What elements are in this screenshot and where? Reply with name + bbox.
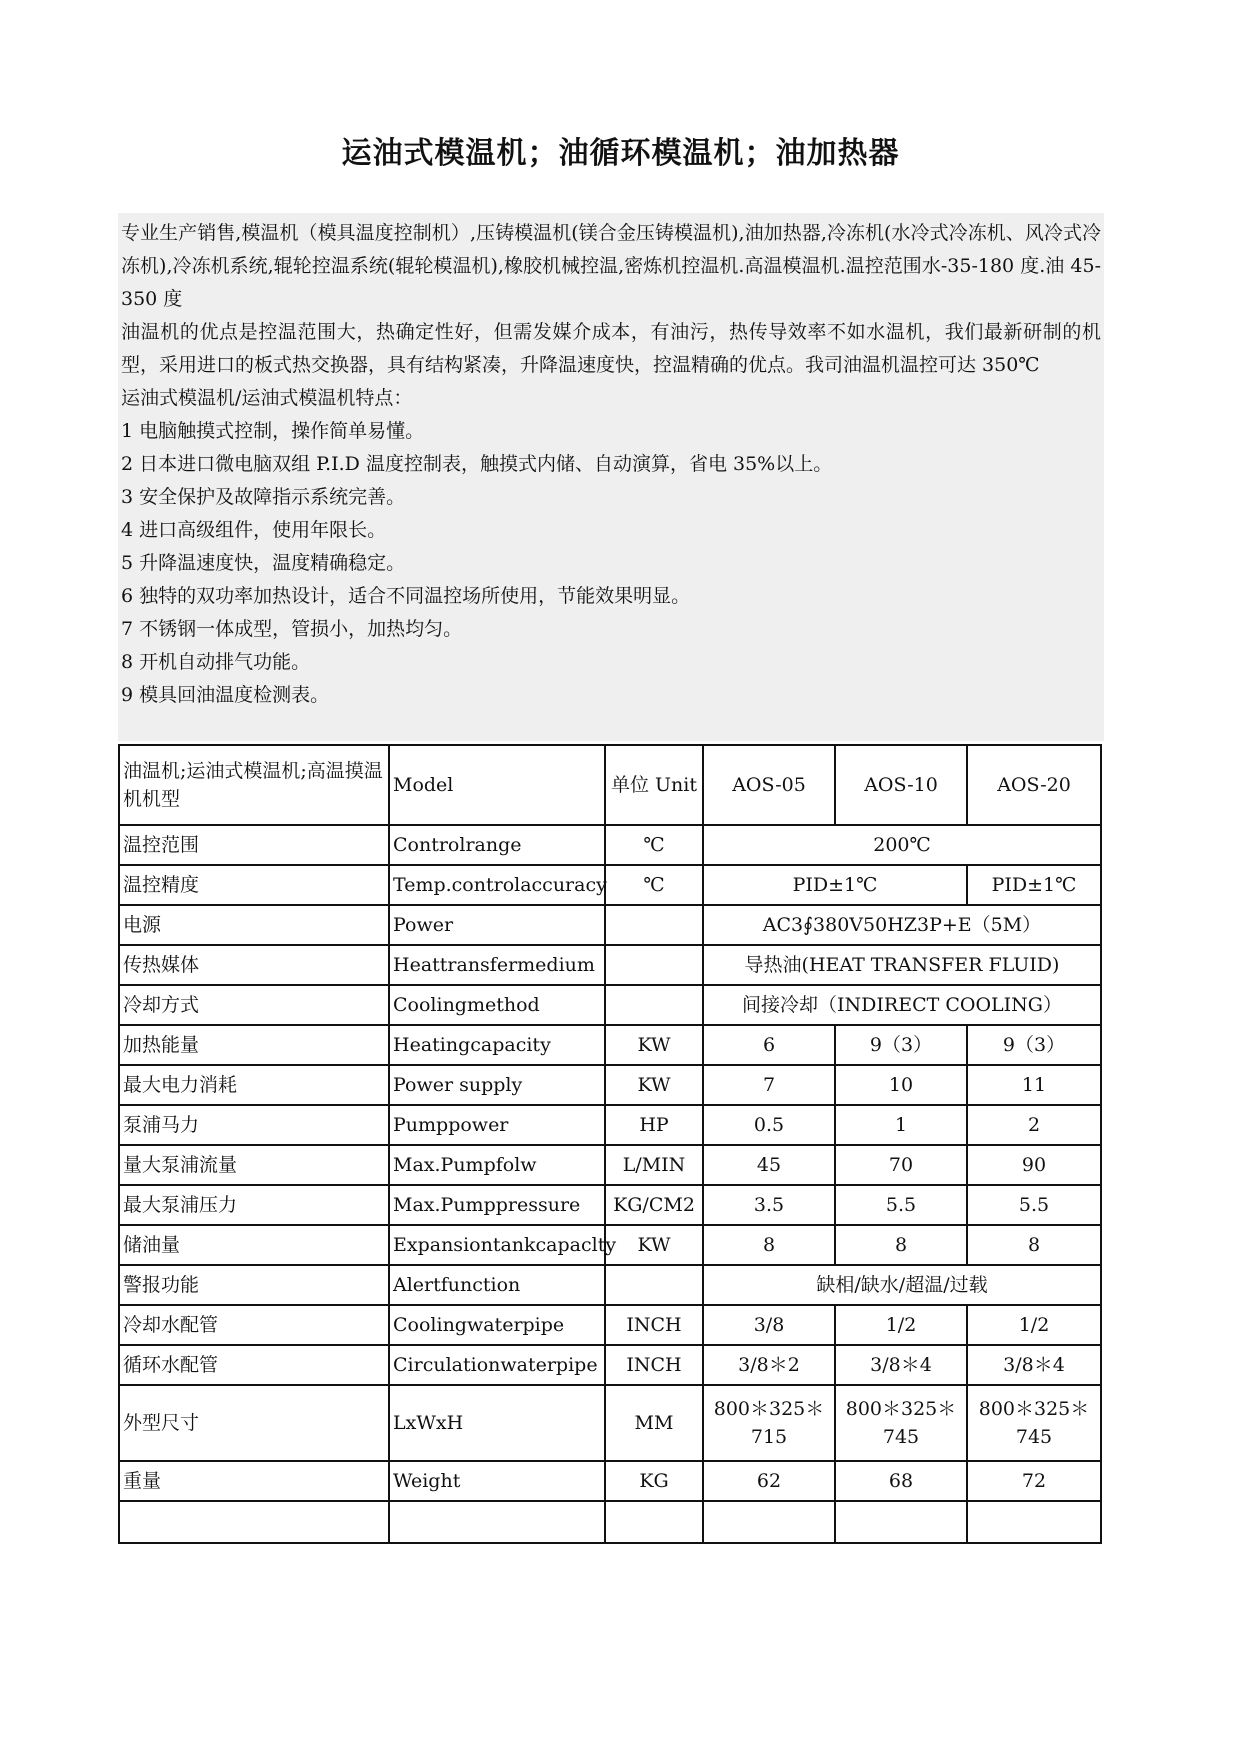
table-row: [119, 945, 1101, 985]
row-label-cn: 电源: [119, 905, 389, 945]
page-title: 运油式模温机；油循环模温机；油加热器: [341, 136, 900, 171]
table-row-empty: [119, 1501, 1101, 1543]
row-label-cn: 传热媒体: [119, 945, 389, 985]
row-label-en: Expansiontankcapaclty: [389, 1225, 605, 1265]
row-value: 8: [835, 1225, 967, 1265]
intro-paragraph-2: 油温机的优点是控温范围大，热确定性好，但需发媒介成本，有油污，热传导效率不如水温机，我们最新研制的机型，采用进口的板式热交换器，具有结构紧凑，升降温速度快，控温精确的优点。我司油温机温控可达 350℃: [121, 321, 1101, 376]
row-value: 70: [835, 1145, 967, 1185]
row-value: 5.5: [835, 1185, 967, 1225]
row-value: 68: [835, 1461, 967, 1501]
header-model-en: Model: [389, 745, 605, 825]
spec-table: [118, 744, 1102, 1544]
table-row: [119, 1065, 1101, 1105]
row-label-en: Temp.controlaccuracy: [389, 865, 605, 905]
row-label-en: Power: [389, 905, 605, 945]
row-unit: MM: [605, 1385, 703, 1461]
row-value-merged: 200℃: [703, 825, 1101, 865]
row-label-en: Max.Pumppressure: [389, 1185, 605, 1225]
row-label-en: LxWxH: [389, 1385, 605, 1461]
row-value: 10: [835, 1065, 967, 1105]
feature-item: 4 进口高级组件，使用年限长。: [121, 519, 387, 541]
empty-cell: [835, 1501, 967, 1543]
row-value: 3/8＊2: [703, 1345, 835, 1385]
intro-block: [118, 213, 1104, 741]
row-value-merged: 间接冷却（INDIRECT COOLING）: [703, 985, 1101, 1025]
feature-item: 2 日本进口微电脑双组 P.I.D 温度控制表，触摸式内储、自动演算，省电 35%以上。: [121, 453, 833, 475]
empty-cell: [389, 1501, 605, 1543]
row-label-cn: 量大泵浦流量: [119, 1145, 389, 1185]
feature-item: 9 模具回油温度检测表。: [121, 684, 330, 706]
row-unit: KW: [605, 1225, 703, 1265]
row-unit: KW: [605, 1025, 703, 1065]
row-value: 800＊325＊745: [835, 1385, 967, 1461]
row-label-cn: 温控范围: [119, 825, 389, 865]
row-value: 72: [967, 1461, 1101, 1501]
row-value: 90: [967, 1145, 1101, 1185]
table-row: [119, 1145, 1101, 1185]
header-unit: 单位 Unit: [605, 745, 703, 825]
row-label-en: Pumppower: [389, 1105, 605, 1145]
row-value-merged: 导热油(HEAT TRANSFER FLUID): [703, 945, 1101, 985]
row-label-cn: 循环水配管: [119, 1345, 389, 1385]
row-label-en: Heatingcapacity: [389, 1025, 605, 1065]
table-row: [119, 825, 1101, 865]
table-row: [119, 985, 1101, 1025]
row-value: 3/8＊4: [967, 1345, 1101, 1385]
row-label-cn: 冷却方式: [119, 985, 389, 1025]
row-value: 800＊325＊745: [967, 1385, 1101, 1461]
row-value-merged: PID±1℃: [703, 865, 967, 905]
row-label-en: Power supply: [389, 1065, 605, 1105]
row-value: 7: [703, 1065, 835, 1105]
table-row: [119, 1461, 1101, 1501]
feature-item: 3 安全保护及故障指示系统完善。: [121, 486, 406, 508]
row-value: 1/2: [967, 1305, 1101, 1345]
row-value: 62: [703, 1461, 835, 1501]
row-unit: INCH: [605, 1345, 703, 1385]
row-unit: KG/CM2: [605, 1185, 703, 1225]
row-label-cn: 重量: [119, 1461, 389, 1501]
row-label-cn: 储油量: [119, 1225, 389, 1265]
features-heading: 运油式模温机/运油式模温机特点：: [121, 387, 413, 409]
row-label-cn: 泵浦马力: [119, 1105, 389, 1145]
row-unit: ℃: [605, 865, 703, 905]
row-label-en: Alertfunction: [389, 1265, 605, 1305]
row-value-merged: 缺相/缺水/超温/过载: [703, 1265, 1101, 1305]
row-unit: [605, 1265, 703, 1305]
row-value: 45: [703, 1145, 835, 1185]
row-value: 3/8: [703, 1305, 835, 1345]
row-label-cn: 加热能量: [119, 1025, 389, 1065]
table-row: [119, 1105, 1101, 1145]
row-value: 800＊325＊715: [703, 1385, 835, 1461]
empty-cell: [605, 1501, 703, 1543]
row-value: 8: [703, 1225, 835, 1265]
header-model-aos20: AOS-20: [967, 745, 1101, 825]
row-unit: KW: [605, 1065, 703, 1105]
header-model-aos05: AOS-05: [703, 745, 835, 825]
row-label-cn: 最大泵浦压力: [119, 1185, 389, 1225]
table-row: [119, 865, 1101, 905]
feature-item: 7 不锈钢一体成型，管损小，加热均匀。: [121, 618, 463, 640]
table-header-row: [119, 745, 1101, 825]
empty-cell: [119, 1501, 389, 1543]
header-model-cn: 油温机;运油式模温机;高温摸温机机型: [119, 745, 389, 825]
row-label-en: Coolingwaterpipe: [389, 1305, 605, 1345]
row-label-cn: 冷却水配管: [119, 1305, 389, 1345]
row-value: 1: [835, 1105, 967, 1145]
row-label-cn: 警报功能: [119, 1265, 389, 1305]
row-unit: [605, 905, 703, 945]
row-unit: L/MIN: [605, 1145, 703, 1185]
intro-paragraph-1: 专业生产销售,模温机（模具温度控制机）,压铸模温机(镁合金压铸模温机),油加热器,冷冻机(水冷式冷冻机、风冷式冷冻机),冷冻机系统,辊轮控温系统(辊轮模温机),橡胶机械控温,密炼机控温机.高温模温机.温控范围水-35-180 度.油 45-350 度: [121, 222, 1101, 310]
table-row: [119, 1385, 1101, 1461]
feature-item: 1 电脑触摸式控制，操作简单易懂。: [121, 420, 425, 442]
row-unit: ℃: [605, 825, 703, 865]
row-label-en: Controlrange: [389, 825, 605, 865]
table-row: [119, 1265, 1101, 1305]
row-unit: INCH: [605, 1305, 703, 1345]
row-label-cn: 外型尺寸: [119, 1385, 389, 1461]
row-value: 3.5: [703, 1185, 835, 1225]
row-label-cn: 最大电力消耗: [119, 1065, 389, 1105]
row-value-merged: AC3∮380V50HZ3P+E（5M）: [703, 905, 1101, 945]
row-label-en: Circulationwaterpipe: [389, 1345, 605, 1385]
table-row: [119, 1225, 1101, 1265]
feature-item: 5 升降温速度快，温度精确稳定。: [121, 552, 406, 574]
row-label-en: Heattransfermedium: [389, 945, 605, 985]
row-value: 5.5: [967, 1185, 1101, 1225]
row-value: 1/2: [835, 1305, 967, 1345]
row-unit: HP: [605, 1105, 703, 1145]
row-value: 8: [967, 1225, 1101, 1265]
table-row: [119, 905, 1101, 945]
row-value: 2: [967, 1105, 1101, 1145]
row-unit: [605, 945, 703, 985]
row-label-en: Max.Pumpfolw: [389, 1145, 605, 1185]
header-model-aos10: AOS-10: [835, 745, 967, 825]
feature-item: 6 独特的双功率加热设计，适合不同温控场所使用，节能效果明显。: [121, 585, 691, 607]
row-value: 3/8＊4: [835, 1345, 967, 1385]
table-row: [119, 1305, 1101, 1345]
row-value: 6: [703, 1025, 835, 1065]
row-label-en: Coolingmethod: [389, 985, 605, 1025]
row-value: PID±1℃: [967, 865, 1101, 905]
empty-cell: [703, 1501, 835, 1543]
row-unit: KG: [605, 1461, 703, 1501]
row-label-en: Weight: [389, 1461, 605, 1501]
row-label-cn: 温控精度: [119, 865, 389, 905]
table-row: [119, 1345, 1101, 1385]
feature-item: 8 开机自动排气功能。: [121, 651, 311, 673]
row-value: 9（3）: [967, 1025, 1101, 1065]
table-row: [119, 1025, 1101, 1065]
row-value: 11: [967, 1065, 1101, 1105]
empty-cell: [967, 1501, 1101, 1543]
row-unit: [605, 985, 703, 1025]
row-value: 0.5: [703, 1105, 835, 1145]
table-row: [119, 1185, 1101, 1225]
row-value: 9（3）: [835, 1025, 967, 1065]
